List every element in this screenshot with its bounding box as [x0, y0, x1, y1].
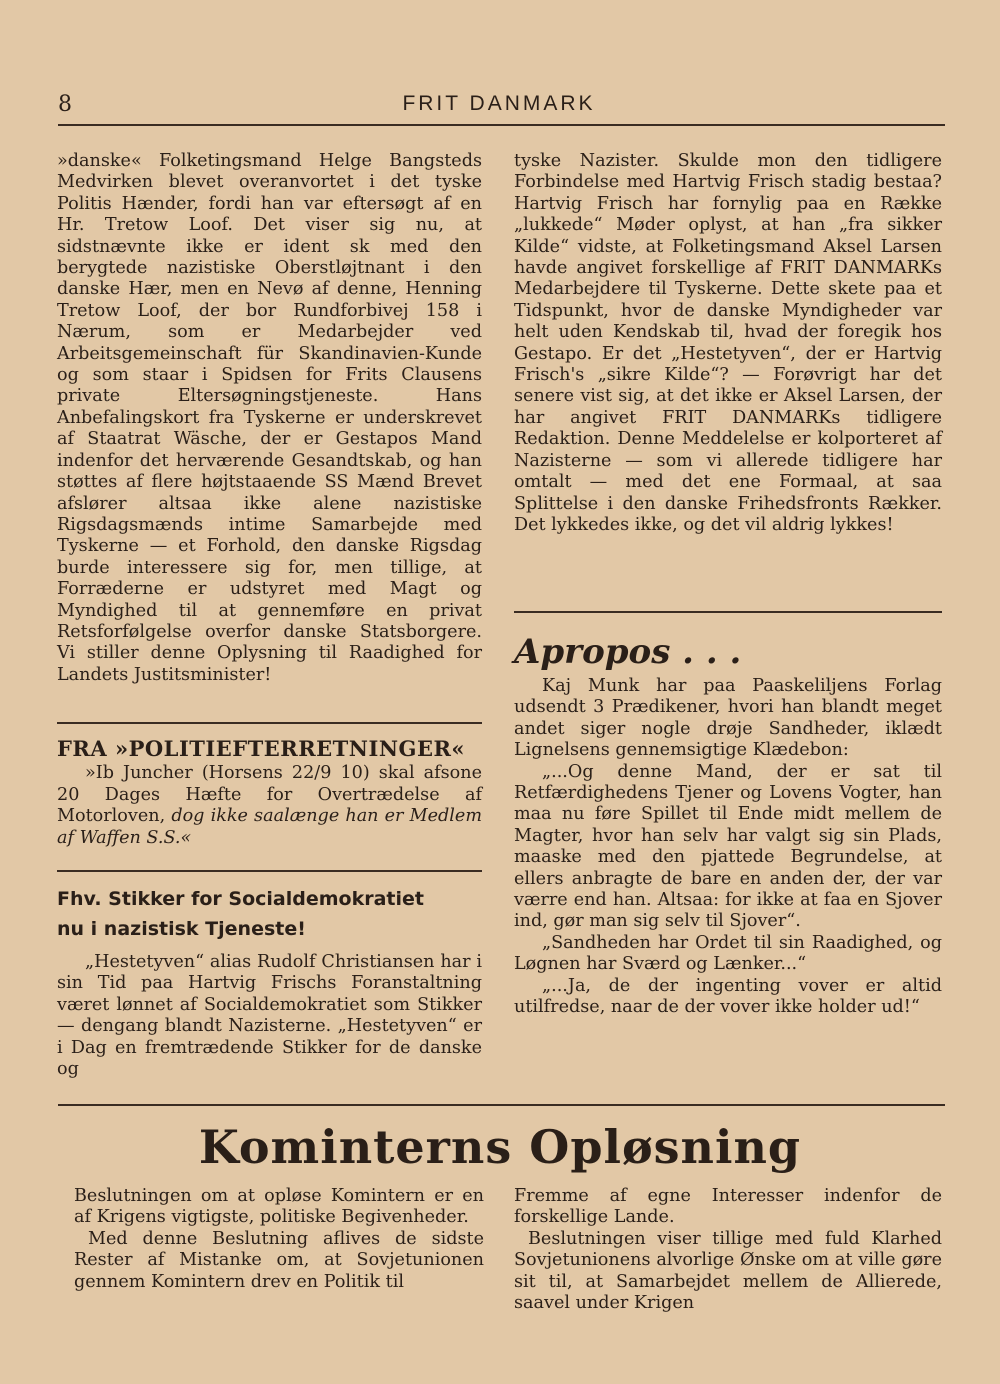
komintern-title: Kominterns Opløsning — [198, 1120, 802, 1174]
stikker-section — [57, 884, 482, 1080]
apropos-heading: Apropos . . . — [514, 632, 742, 672]
left-rule-2 — [57, 870, 482, 872]
apropos-p1: Kaj Munk har paa Paaskeliljens Forlag udsendt 3 Prædikener, hvori han blandt meget andet siger nogle drøje Sandheder, iklædt Lignelsens gennemsigtige Klædebon: — [514, 676, 942, 761]
komintern-right-p1: Fremme af egne Interesser indenfor de forskellige Lande. — [514, 1186, 942, 1228]
hestetyven-continuation: tyske Nazister. Skulde mon den tidligere Forbindelse med Hartvig Frisch stadig bestaa? Hartvig Frisch har fornylig paa en Række „lukkede“ Møder oplyst, at han „fra sikker Kilde“ vidste, at Folketingsmand Aksel Larsen havde angivet forskellige af FRIT DANMARKs Medarbejdere til Tyskerne. Dette skete paa et Tidspunkt, hvor de danske Myndigheder var helt uden Kendskab til, hvad der foregik hos Gestapo. Er det „Hestetyven“, der er Hartvig Frisch's „sikre Kilde“? — Forøvrigt har det senere vist sig, at det ikke er Aksel Larsen, der har angivet FRIT DANMARKs tidligere Redaktion. Denne Meddelelse er kolporteret af Nazisterne — som vi allerede tidligere har omtalt — med det ene Formaal, at saa Splittelse i den danske Frihedsfronts Rækker. Det lykkedes ikke, og det vil aldrig lykkes! — [514, 151, 942, 535]
komintern-left-p2: Med denne Beslutning aflives de sidste Rester af Mistanke om, at Sovjetunionen gennem Komintern drev en Politik til — [74, 1228, 484, 1292]
apropos-section — [514, 632, 942, 1019]
komintern-left-p1: Beslutningen om at opløse Komintern er en af Krigens vigtigste, politiske Begivenheder. — [74, 1186, 484, 1228]
komintern-right-p2: Beslutningen viser tillige med fuld Klarhed Sovjetunionens alvorlige Ønske om at ville gøre sit til, at Samarbejdet mellem de Allierede, saavel under Krigen — [514, 1228, 942, 1314]
apropos-p4: „...Ja, de der ingenting vover er altid utilfredse, naar de der vover ikke holder ud!“ — [514, 975, 942, 1018]
header-rule — [58, 124, 945, 126]
politi-text-italic: dog ikke saalænge han er Medlem af Waffen S.S.« — [57, 806, 482, 848]
right-column — [514, 151, 942, 536]
komintern-right-column — [514, 1186, 942, 1314]
clausen-article-text: »danske« Folketingsmand Helge Bangsteds Medvirken blevet overanvortet i det tyske Politis Hænder, fordi han var eftersøgt af en Hr. Tretow Loof. Det viser sig nu, at sidstnævnte ikke er ident sk med den berygtede nazistiske Oberstløjtnant i den danske Hær, men en Nevø af denne, Henning Tretow Loof, der bor Rundforbivej 158 i Nærum, som er Medarbejder ved Arbeitsgemeinschaft für Skandinavien-Kunde og som staar i Spidsen for Frits Clausens private Eltersøgningstjeneste. Hans Anbefalingskort fra Tyskerne er underskrevet af Staatrat Wäsche, der er Gestapos Mand indenfor det herværende Gesandtskab, og han støttes af flere højtstaaende SS Mænd Brevet afslører altsaa ikke alene nazistiske Rigsdagsmænds intime Samarbejde med Tyskerne — et Forhold, den danske Rigsdag burde interessere sig for, men tillige, at Forræderne er udstyret med Magt og Myndighed til at gennemføre en privat Retsforfølgelse overfor danske Statsborgere. Vi stiller denne Oplysning til Raadighed for Landets Justitsminister! — [57, 151, 482, 685]
page-number: 8 — [58, 92, 72, 117]
running-title: FRIT DANMARK — [402, 92, 596, 115]
page-header — [58, 92, 940, 122]
politi-text — [57, 763, 482, 849]
right-rule-1 — [514, 611, 942, 613]
stikker-text: „Hestetyven“ alias Rudolf Christiansen har i sin Tid paa Hartvig Frischs Foranstaltning været lønnet af Socialdemokratiet som Stikker — dengang blandt Nazisterne. „Hestetyven“ er i Dag en fremtrædende Stikker for de danske og — [57, 952, 482, 1080]
stikker-heading-line1: Fhv. Stikker for Socialdemokratiet — [57, 888, 424, 910]
apropos-p3: „Sandheden har Ordet til sin Raadighed, og Løgnen har Sværd og Lænker...“ — [514, 932, 942, 975]
politi-section — [57, 738, 482, 849]
bottom-rule — [58, 1104, 945, 1106]
apropos-p2: „...Og denne Mand, der er sat til Retfærdighedens Tjener og Lovens Vogter, han maa nu føre Spillet til Ende midt mellem de Magter, hvor han selv har valgt sig sin Plads, maaske med den pjattede Begrundelse, at ellers anbragte de bare en anden der, der var værre end han. Altsaa: for ikke at faa en Sjover ind, gør man sig selv til Sjover“. — [514, 761, 942, 932]
komintern-left-column — [74, 1186, 484, 1293]
stikker-heading-line2: nu i nazistisk Tjeneste! — [57, 918, 306, 940]
left-rule-1 — [57, 722, 482, 724]
left-column — [57, 151, 482, 686]
politi-heading: FRA »POLITIEFTERRETNINGER« — [57, 736, 466, 761]
politi-text-plain: »Ib Juncher (Horsens 22/9 10) skal afsone 20 Dages Hæfte for Overtrædelse af Motorloven, — [57, 763, 482, 827]
